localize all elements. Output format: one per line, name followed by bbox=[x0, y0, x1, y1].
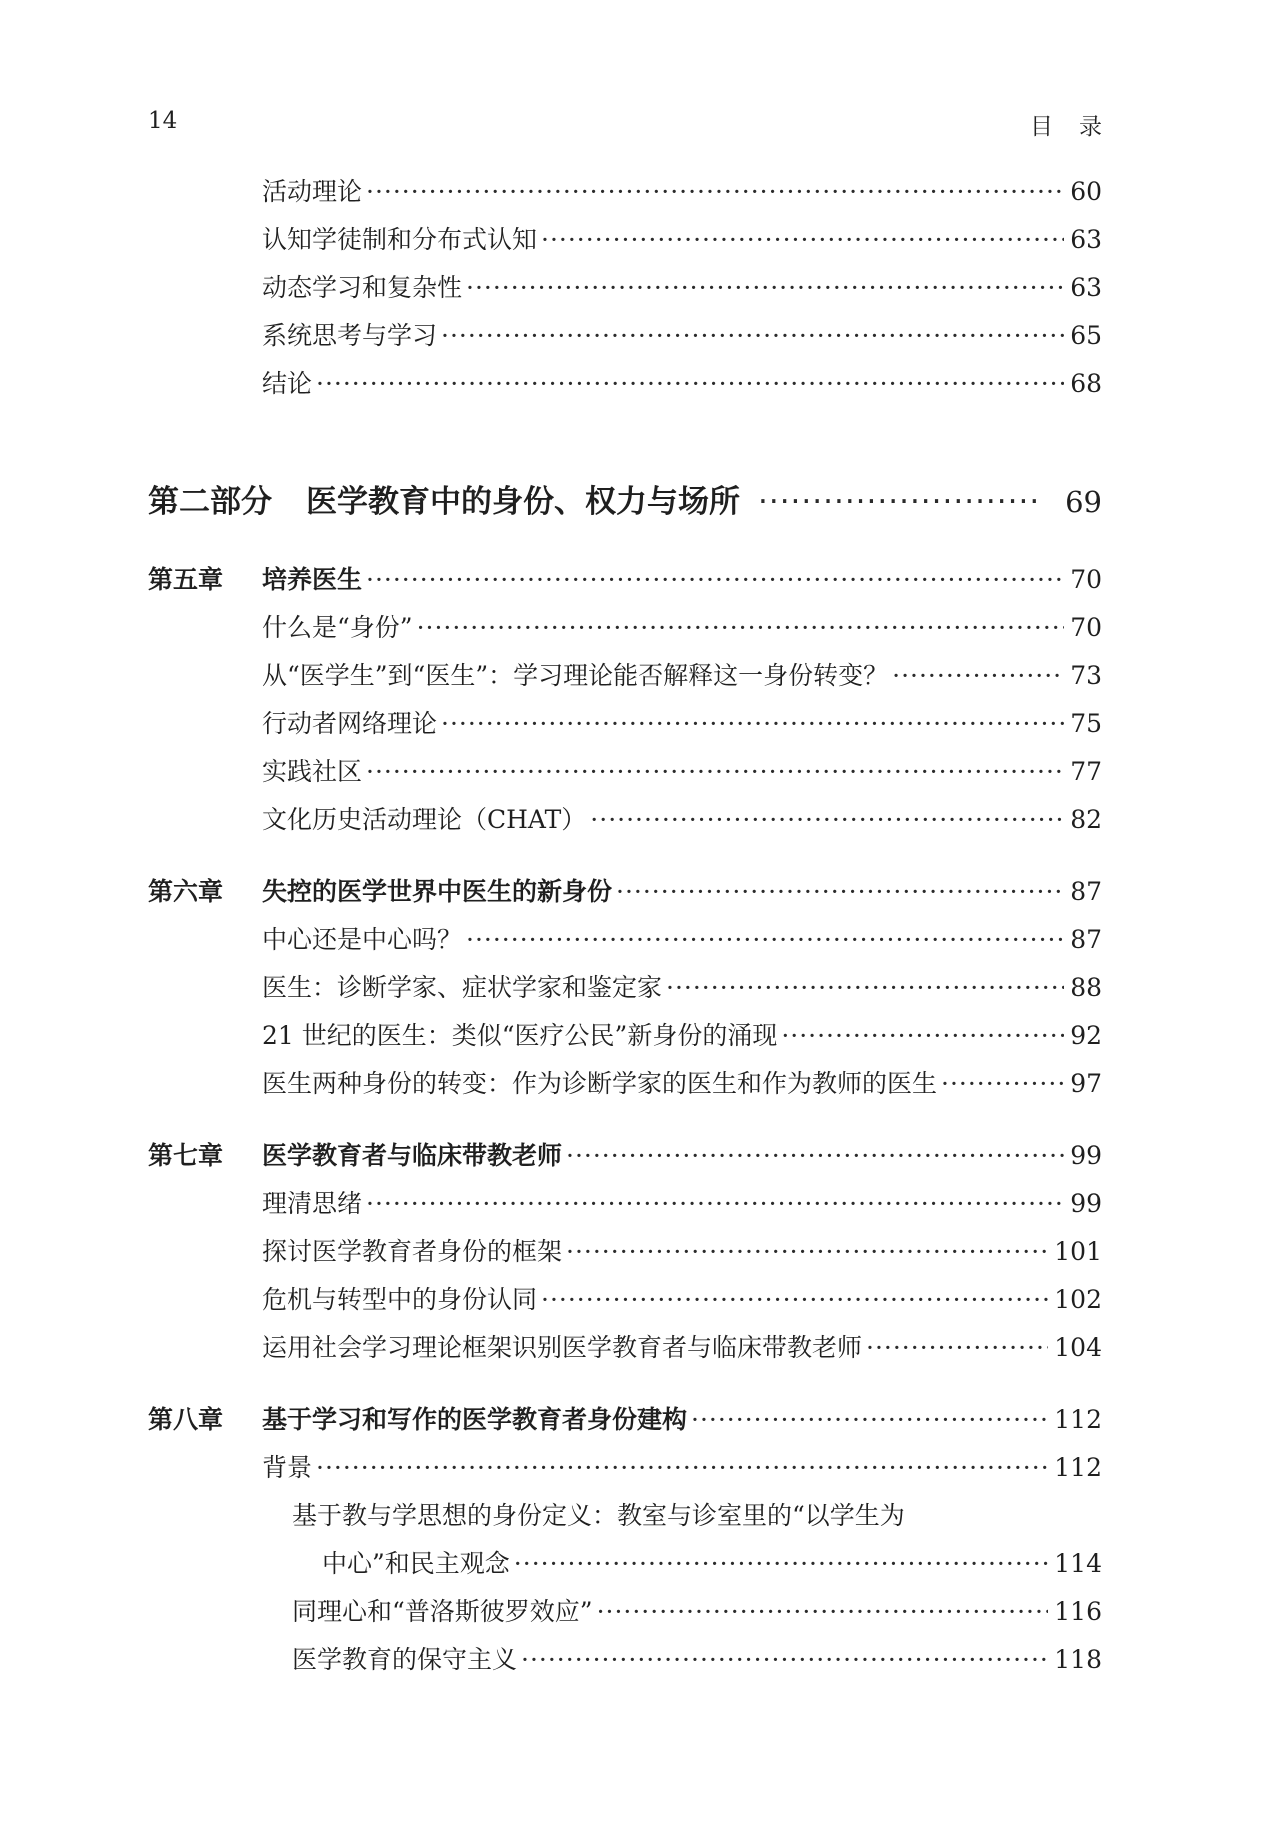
toc-entry-page: 75 bbox=[1070, 709, 1102, 738]
toc-entry[interactable] bbox=[148, 748, 1102, 796]
leader-dots bbox=[866, 1324, 1048, 1372]
toc-entry[interactable] bbox=[148, 796, 1102, 844]
toc-entry-page: 114 bbox=[1054, 1549, 1102, 1578]
toc-entry-page: 88 bbox=[1070, 973, 1102, 1002]
toc-chapter-6[interactable] bbox=[148, 868, 1102, 916]
leader-dots bbox=[466, 916, 1064, 964]
toc-entry-page: 63 bbox=[1070, 225, 1102, 254]
leader-dots bbox=[566, 1228, 1048, 1276]
toc-entry-title: 文化历史活动理论（CHAT） bbox=[262, 805, 587, 834]
leader-dots bbox=[892, 652, 1064, 700]
toc-entry-page: 68 bbox=[1070, 369, 1102, 398]
toc-entry-systems-thinking[interactable] bbox=[148, 312, 1102, 360]
toc-chapter-8[interactable] bbox=[148, 1396, 1102, 1444]
chapter-heading bbox=[148, 868, 612, 916]
toc-entry-title: 同理心和“普洛斯彼罗效应” bbox=[292, 1597, 593, 1626]
toc-entry-conclusion[interactable] bbox=[148, 360, 1102, 408]
toc-entry-title: 探讨医学教育者身份的框架 bbox=[262, 1237, 563, 1266]
leader-dots bbox=[466, 264, 1064, 312]
toc-entry[interactable] bbox=[148, 1180, 1102, 1228]
toc-entry-title: 21 世纪的医生：类似“医疗公民”新身份的涌现 bbox=[262, 1021, 778, 1050]
leader-dots bbox=[541, 1276, 1048, 1324]
toc-entry-title: 危机与转型中的身份认同 bbox=[262, 1285, 538, 1314]
toc-entry-page: 70 bbox=[1070, 565, 1102, 594]
leader-dots bbox=[541, 216, 1064, 264]
leader-dots bbox=[616, 868, 1064, 916]
chapter-title: 失控的医学世界中医生的新身份 bbox=[262, 877, 613, 906]
leader-dots bbox=[941, 1060, 1064, 1108]
toc-chapter-7[interactable] bbox=[148, 1132, 1102, 1180]
part-number: 第二部分 bbox=[148, 484, 272, 520]
part-heading bbox=[148, 472, 740, 532]
toc-entry[interactable] bbox=[148, 1012, 1102, 1060]
leader-dots bbox=[366, 168, 1064, 216]
toc-entry-page: 65 bbox=[1070, 321, 1102, 350]
leader-dots bbox=[366, 1180, 1064, 1228]
toc-entry-title: 系统思考与学习 bbox=[262, 321, 438, 350]
leader-dots bbox=[441, 312, 1064, 360]
toc-entry-page: 104 bbox=[1054, 1333, 1102, 1362]
toc-entry-page: 99 bbox=[1070, 1189, 1102, 1218]
toc-entry-dynamic-learning[interactable] bbox=[148, 264, 1102, 312]
toc-entry-title: 活动理论 bbox=[262, 177, 363, 206]
leader-dots bbox=[417, 604, 1065, 652]
toc-entry-page: 70 bbox=[1070, 613, 1102, 642]
toc-entry-title: 医生两种身份的转变：作为诊断学家的医生和作为教师的医生 bbox=[262, 1069, 938, 1098]
toc-entry-page: 60 bbox=[1070, 177, 1102, 206]
toc-entry-title: 动态学习和复杂性 bbox=[262, 273, 463, 302]
leader-dots bbox=[758, 472, 1039, 532]
toc-entry-page: 102 bbox=[1054, 1285, 1102, 1314]
chapter-heading bbox=[148, 1396, 687, 1444]
toc-entry-page: 87 bbox=[1070, 925, 1102, 954]
toc-entry-title: 认知学徒制和分布式认知 bbox=[262, 225, 538, 254]
chapter-number: 第八章 bbox=[148, 1405, 224, 1434]
toc-subentry[interactable] bbox=[148, 1588, 1102, 1636]
toc-entry-title: 医生：诊断学家、症状学家和鉴定家 bbox=[262, 973, 663, 1002]
toc-entry[interactable] bbox=[148, 1276, 1102, 1324]
toc-entry[interactable] bbox=[148, 964, 1102, 1012]
leader-dots bbox=[597, 1588, 1049, 1636]
chapter-number: 第五章 bbox=[148, 565, 224, 594]
chapter-heading bbox=[148, 556, 362, 604]
toc-subentry[interactable] bbox=[148, 1636, 1102, 1684]
leader-dots bbox=[691, 1396, 1048, 1444]
leader-dots bbox=[566, 1132, 1064, 1180]
toc-entry-title: 结论 bbox=[262, 369, 313, 398]
toc-entry-title: 行动者网络理论 bbox=[262, 709, 438, 738]
toc-entry[interactable] bbox=[148, 604, 1102, 652]
chapter-title: 基于学习和写作的医学教育者身份建构 bbox=[262, 1405, 688, 1434]
toc-entry[interactable] bbox=[148, 1228, 1102, 1276]
leader-dots bbox=[781, 1012, 1064, 1060]
toc-entry-page: 99 bbox=[1070, 1141, 1102, 1170]
leader-dots bbox=[441, 700, 1064, 748]
leader-dots bbox=[316, 360, 1064, 408]
toc-entry-title: 运用社会学习理论框架识别医学教育者与临床带教老师 bbox=[262, 1333, 863, 1362]
toc-entry-page: 97 bbox=[1070, 1069, 1102, 1098]
chapter-title: 培养医生 bbox=[262, 565, 363, 594]
page-number: 14 bbox=[148, 108, 178, 134]
toc-entry-title: 医学教育的保守主义 bbox=[292, 1645, 518, 1674]
toc-entry-title: 基于教与学思想的身份定义：教室与诊室里的“以学生为 bbox=[292, 1501, 905, 1530]
toc-subentry-line1[interactable] bbox=[148, 1492, 1102, 1540]
toc-entry-title: 理清思绪 bbox=[262, 1189, 363, 1218]
toc-entry[interactable] bbox=[148, 916, 1102, 964]
chapter-title: 医学教育者与临床带教老师 bbox=[262, 1141, 563, 1170]
leader-dots bbox=[666, 964, 1064, 1012]
page-header bbox=[148, 108, 1128, 140]
toc-entry-page: 77 bbox=[1070, 757, 1102, 786]
toc-entry[interactable] bbox=[148, 700, 1102, 748]
toc-entry-title: 背景 bbox=[262, 1453, 313, 1482]
toc-entry-title: 中心”和民主观念 bbox=[322, 1549, 510, 1578]
toc-entry-page: 92 bbox=[1070, 1021, 1102, 1050]
chapter-number: 第七章 bbox=[148, 1141, 224, 1170]
toc-entry-page: 116 bbox=[1054, 1597, 1102, 1626]
toc-entry-cognitive-apprenticeship[interactable] bbox=[148, 216, 1102, 264]
chapter-heading bbox=[148, 1132, 562, 1180]
toc-entry-title: 中心还是中心吗？ bbox=[262, 925, 463, 954]
leader-dots bbox=[366, 556, 1064, 604]
toc-entry-page: 112 bbox=[1054, 1405, 1102, 1434]
toc-part-2[interactable] bbox=[148, 472, 1102, 532]
leader-dots bbox=[366, 748, 1064, 796]
toc-subentry-line2[interactable] bbox=[148, 1540, 1102, 1588]
leader-dots bbox=[514, 1540, 1048, 1588]
toc-entry-page: 101 bbox=[1054, 1237, 1102, 1266]
toc-entry-title: 从“医学生”到“医生”：学习理论能否解释这一身份转变？ bbox=[262, 661, 889, 690]
part-title: 医学教育中的身份、权力与场所 bbox=[306, 484, 740, 520]
toc-entry-page: 73 bbox=[1070, 661, 1102, 690]
toc-entry-activity-theory[interactable] bbox=[148, 168, 1102, 216]
toc-entry-page: 82 bbox=[1070, 805, 1102, 834]
toc-entry[interactable] bbox=[148, 1324, 1102, 1372]
toc-entry[interactable] bbox=[148, 1060, 1102, 1108]
toc-entry[interactable] bbox=[148, 652, 1102, 700]
leader-dots bbox=[590, 796, 1064, 844]
toc-entry-title: 什么是“身份” bbox=[262, 613, 413, 642]
leader-dots bbox=[521, 1636, 1048, 1684]
chapter-number: 第六章 bbox=[148, 877, 224, 906]
toc-entry-page: 112 bbox=[1054, 1453, 1102, 1482]
toc-entry[interactable] bbox=[148, 1444, 1102, 1492]
leader-dots bbox=[316, 1444, 1048, 1492]
toc-entry-page: 69 bbox=[1065, 485, 1102, 519]
toc-entry-title: 实践社区 bbox=[262, 757, 363, 786]
running-title: 目录 bbox=[1030, 114, 1128, 140]
toc-entry-page: 63 bbox=[1070, 273, 1102, 302]
table-of-contents bbox=[148, 168, 1102, 1684]
toc-entry-page: 87 bbox=[1070, 877, 1102, 906]
toc-chapter-5[interactable] bbox=[148, 556, 1102, 604]
toc-entry-page: 118 bbox=[1054, 1645, 1102, 1674]
